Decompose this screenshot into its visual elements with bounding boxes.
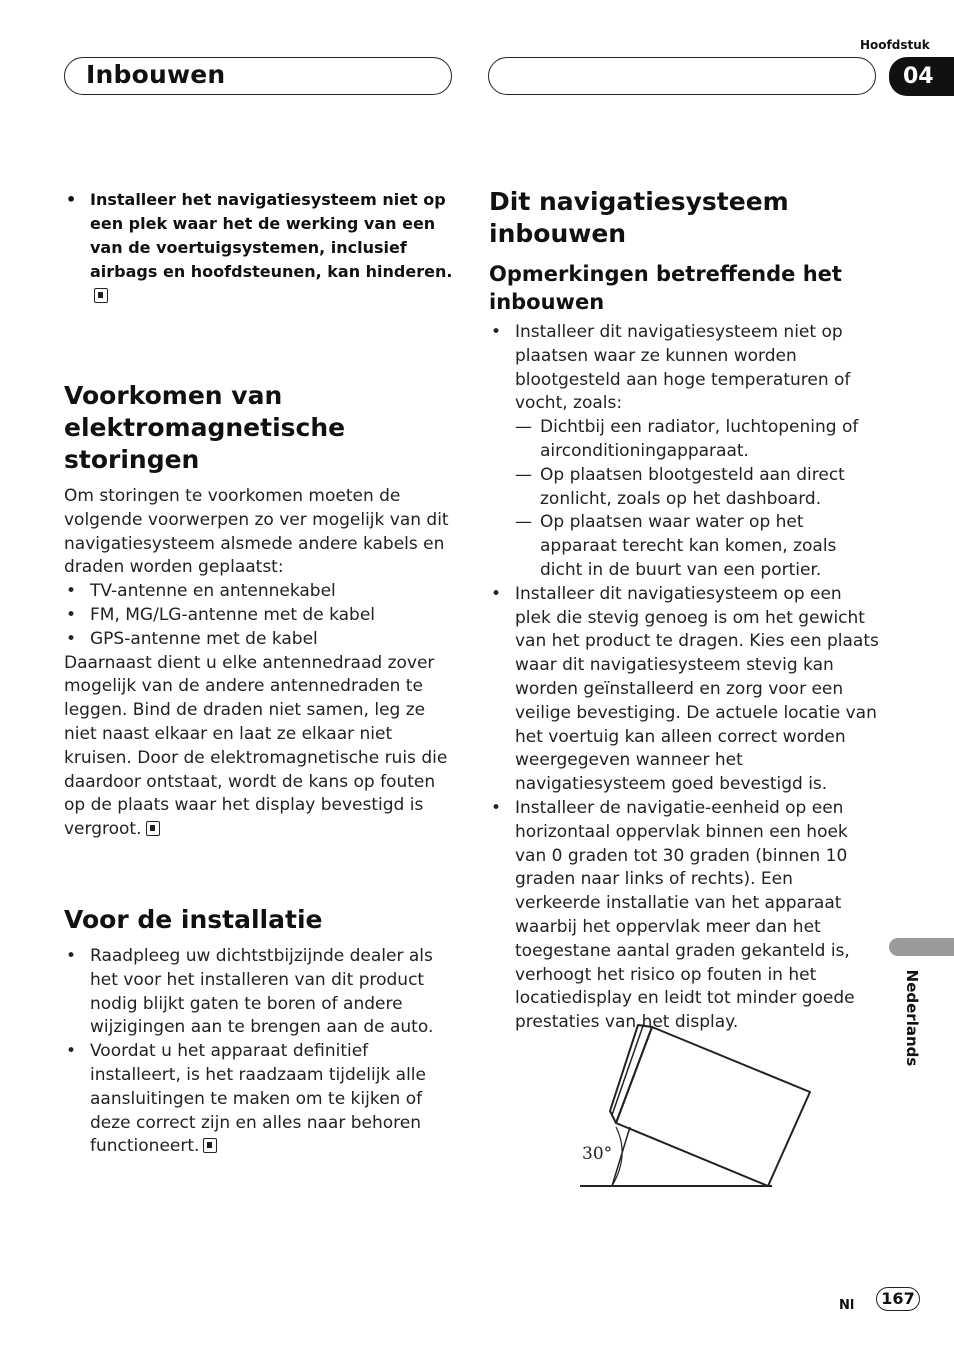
location-sublist-item: — Op plaatsen blootgesteld aan direct zonlicht, zoals op het dashboard. (515, 464, 879, 512)
install-list-item-text: Voordat u het apparaat definitief installeert, is het raadzaam tijdelijk alle aansluitingen te maken om te kijken of deze correct zijn en alles naar behoren functioneert. (90, 1041, 426, 1157)
mounting-heading: Dit navigatiesysteem inbouwen (489, 187, 789, 248)
mounting-list-item: • Installeer de navigatie-eenheid op een horizontaal oppervlak binnen een hoek van 0 graden tot 30 graden (binnen 10 graden naar links of rechts). Een verkeerde installatie van het apparaat waarbij het oppervlak meer dan het toegestane aantal graden gekanteld is, verhoogt het risico op fouten in het locatiedisplay en leidt tot minder goede prestaties van het display. (489, 797, 879, 1035)
language-tab-label: Nederlands (903, 969, 921, 1067)
emi-list-item: • GPS-antenne met de kabel (64, 628, 454, 652)
location-sublist-item: — Dichtbij een radiator, luchtopening of airconditioningapparaat. (515, 416, 879, 464)
chapter-number: 04 (889, 57, 954, 96)
emi-outro-text: Daarnaast dient u elke antennedraad zover mogelijk van de andere antennedraden te leggen. Bind de draden niet samen, leg ze niet naast elkaar en laat ze elkaar niet kruisen. Door de elektromagnetische ruis die daardoor ontstaat, wordt de kans op fouten op de plaats waar het display bevestigd is vergroot. (64, 652, 448, 840)
install-heading: Voor de installatie (64, 904, 323, 934)
emi-list-item: • FM, MG/LG-antenne met de kabel (64, 604, 454, 628)
mounting-body (489, 321, 879, 1035)
install-list (64, 945, 454, 1159)
emi-heading: Voorkomen van elektromagnetische storingen (64, 381, 346, 474)
emi-list-item: • TV-antenne en antennekabel (64, 580, 454, 604)
chapter-label: Hoofdstuk (860, 38, 930, 52)
install-body (64, 945, 454, 1159)
install-list-item: • Raadpleeg uw dichtstbijzijnde dealer als het voor het installeren van dit product nodig blijkt gaten te boren of andere wijzigingen aan te brengen aan de auto. (64, 945, 454, 1040)
mounting-list-item: • Installeer dit navigatiesysteem op een plek die stevig genoeg is om het gewicht van het product te dragen. Kies een plaats waar dit navigatiesysteem stevig kan worden geïnstalleerd en zorg voor een veilige bevestiging. De actuele locatie van het voertuig kan alleen correct worden weergegeven wanneer het navigatiesysteem goed bevestigd is. (489, 583, 879, 797)
end-mark-icon (203, 1138, 217, 1153)
mounting-list-item (489, 321, 879, 583)
emi-body (64, 485, 454, 842)
chapter-header-pill (488, 57, 876, 95)
location-sublist (515, 416, 879, 583)
warning-text: Installeer het navigatiesysteem niet op een plek waar het de werking van een van de voertuigsystemen, inclusief airbags en hoofdsteunen, kan hinderen. (90, 190, 453, 281)
mounting-item-text: • Installeer dit navigatiesysteem niet op plaatsen waar ze kunnen worden blootgesteld aan hoge temperaturen of vocht, zoals: (515, 322, 851, 414)
left-column (64, 188, 454, 1159)
mounting-subheading: Opmerkingen betreffende het inbouwen (489, 262, 842, 314)
footer-language-code: Nl (839, 1298, 855, 1313)
location-sublist-item: — Op plaatsen waar water op het apparaat terecht kan komen, zoals dicht in de buurt van een portier. (515, 511, 879, 582)
end-mark-icon (94, 288, 108, 303)
language-tab-marker (889, 938, 954, 956)
warning-list (64, 188, 454, 308)
angle-label: 30° (582, 1144, 613, 1164)
emi-outro (64, 652, 454, 842)
device-front-edge (612, 1023, 644, 1115)
section-title: Inbouwen (86, 60, 226, 89)
warning-item (64, 188, 454, 308)
emi-intro: Om storingen te voorkomen moeten de volgende voorwerpen zo ver mogelijk van dit navigatiesysteem alsmede andere kabels en draden worden geplaatst: (64, 486, 449, 578)
page-number: 167 (876, 1287, 920, 1311)
install-list-item (64, 1040, 454, 1159)
mounting-list (489, 321, 879, 1035)
device-front-face (610, 1025, 652, 1123)
emi-list (64, 580, 454, 651)
tilt-angle-diagram (560, 1015, 830, 1200)
vertical-reference-line (612, 1127, 630, 1186)
device-body (616, 1027, 810, 1186)
right-column (489, 186, 879, 1035)
end-mark-icon (146, 821, 160, 836)
